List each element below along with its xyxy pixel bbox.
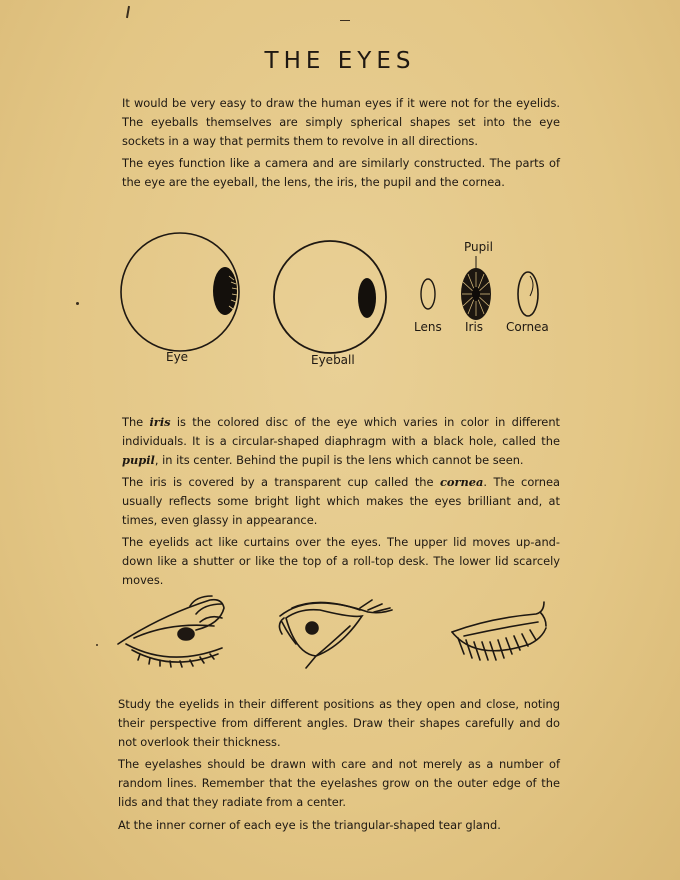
label-eyeball: Eyeball [311,353,355,367]
eyelid-sketches [0,588,680,688]
page-title: THE EYES [264,48,416,74]
cornea-drawing [518,272,538,316]
eyelid-sketch-closed [452,602,546,660]
paragraph-intro: It would be very easy to draw the human eyes if it were not for the eyelids. The eyeballs themselves are simply spherical shapes set into the eye sockets in a way that permits them to revolve in all directions. [122,96,560,148]
label-pupil: Pupil [464,240,493,254]
term-pupil: pupil [122,453,155,467]
text-run: . The cornea usually reflects some bright light which makes the eyes brilliant and, at times, even glassy in appearance. [122,475,560,527]
paragraph-eyelids: The eyelids act like curtains over the eyes. The upper lid moves up-and-down like a shutter or like the top of a roll-top desk. The lower lid scarcely moves. [122,535,560,587]
text-run: is the colored disc of the eye which varies in color in different individuals. It is a circular-shaped diaphragm with a black hole, called the [122,415,561,448]
lens-drawing [421,279,435,309]
paragraph-eyelashes: The eyelashes should be drawn with care and not merely as a number of random lines. Remember that the eyelashes grow on the outer edge of the lids and that they radiate from a center. [118,757,560,809]
text-run: The iris is covered by a transparent cup called the [122,475,440,489]
eyelid-sketch-half-closed [118,596,224,667]
paper-speck [76,302,79,305]
label-eye: Eye [166,350,189,364]
paragraph-study: Study the eyelids in their different positions as they open and close, noting their perspective from different angles. Draw their shapes carefully and do not overlook their thickness. [118,697,560,749]
text-run: The [122,415,150,429]
label-lens: Lens [414,320,442,334]
eyelid-sketch-open [279,600,392,668]
paper-speck [126,6,130,18]
eyeball-drawing [274,241,386,353]
paragraph-camera: The eyes function like a camera and are similarly constructed. The parts of the eye are the eyeball, the lens, the iris, the pupil and the cornea. [122,156,560,189]
term-iris: iris [149,415,171,429]
iris-drawing [461,256,491,320]
eye-drawing [121,233,239,351]
label-iris: Iris [465,320,484,334]
text-run: , in its center. Behind the pupil is the lens which cannot be seen. [154,453,524,467]
label-cornea: Cornea [506,320,549,334]
paragraph-cornea [122,473,560,530]
eye-parts-diagram [0,224,680,374]
paragraph-iris [122,413,560,470]
paper-speck [340,20,350,21]
term-cornea: cornea [439,475,484,489]
paragraph-tear-gland: At the inner corner of each eye is the triangular-shaped tear gland. [118,818,501,832]
paper-speck [96,644,98,646]
